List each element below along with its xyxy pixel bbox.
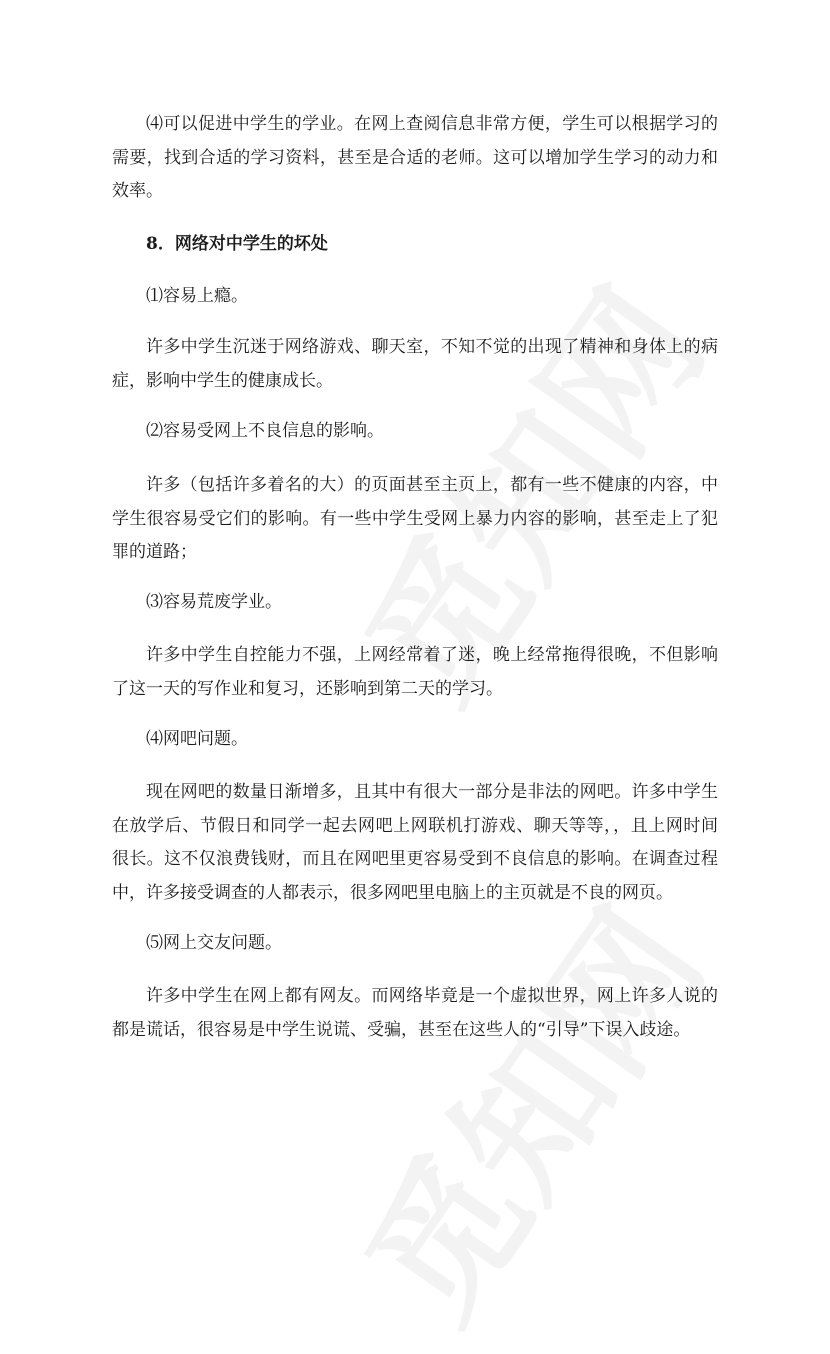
paragraph-addiction bbox=[112, 331, 718, 398]
paragraph-bad-info bbox=[112, 469, 718, 570]
text-line: ⑴容易上瘾。 bbox=[146, 286, 248, 306]
text-line: ⑸网上交友问题。 bbox=[146, 933, 282, 953]
item-2-heading bbox=[112, 415, 718, 449]
text-line: 需要，找到合适的学习资料，甚至是合适的老师。这可以增加学生学习的动力和 bbox=[112, 147, 718, 168]
item-5-heading bbox=[112, 927, 718, 961]
text-line: 现在网吧的数量日渐增多，且其中有很大一部分是非法的网吧。许多中学生 bbox=[146, 782, 718, 802]
text-line: ⑷可以促进中学生的学业。在网上查阅信息非常方便，学生可以根据学习的 bbox=[146, 114, 718, 134]
text-line: 学生很容易受它们的影响。有一些中学生受网上暴力内容的影响，甚至走上了犯 bbox=[112, 508, 718, 529]
paragraph-online-friends bbox=[112, 980, 718, 1047]
item-4-heading bbox=[112, 723, 718, 757]
text-line: 中，许多接受调查的人都表示，很多网吧里电脑上的主页就是不良的网页。 bbox=[112, 882, 673, 903]
text-line: 很长。这不仅浪费钱财，而且在网吧里更容易受到不良信息的影响。在调查过程 bbox=[112, 849, 718, 869]
paragraph-internet-cafe bbox=[112, 776, 718, 910]
text-line: ⑷网吧问题。 bbox=[146, 729, 248, 749]
text-line: 了这一天的写作业和复习，还影响到第二天的学习。 bbox=[112, 678, 503, 699]
paragraph-4-benefit bbox=[112, 108, 718, 209]
text-line: 许多中学生自控能力不强，上网经常着了迷，晚上经常拖得很晚，不但影响 bbox=[146, 645, 718, 665]
text-line: 在放学后、节假日和同学一起去网吧上网联机打游戏、聊天等等，，且上网时间 bbox=[112, 815, 718, 836]
text-line: 罪的道路； bbox=[112, 542, 197, 562]
text-line: 都是谎话，很容易是中学生说谎、受骗，甚至在这些人的“引导”下误入歧途。 bbox=[112, 1019, 691, 1040]
text-line: 许多（包括许多着名的大）的页面甚至主页上，都有一些不健康的内容，中 bbox=[146, 475, 718, 495]
text-line: 8．网络对中学生的坏处 bbox=[146, 234, 328, 254]
text-line: ⑵容易受网上不良信息的影响。 bbox=[146, 421, 384, 441]
item-1-heading bbox=[112, 280, 718, 314]
section-8-heading bbox=[112, 228, 718, 262]
text-line: ⑶容易荒废学业。 bbox=[146, 592, 282, 612]
text-line: 许多中学生在网上都有网友。而网络毕竟是一个虚拟世界，网上许多人说的 bbox=[146, 986, 718, 1006]
item-3-heading bbox=[112, 586, 718, 620]
text-line: 许多中学生沉迷于网络游戏、聊天室，不知不觉的出现了精神和身体上的病 bbox=[146, 337, 718, 357]
text-line: 效率。 bbox=[112, 181, 163, 201]
paragraph-study bbox=[112, 639, 718, 706]
text-line: 症，影响中学生的健康成长。 bbox=[112, 370, 333, 391]
